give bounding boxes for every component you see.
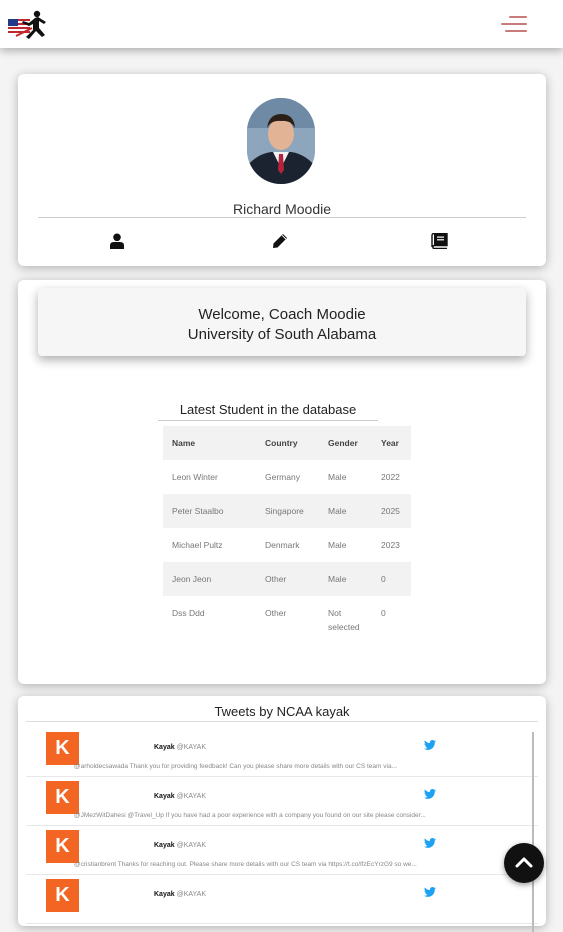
hamburger-icon-bar [505,30,527,32]
table-row [163,460,411,494]
avatar [247,98,315,184]
tweet-text: @cristianbrent Thanks for reaching out. Please share more details with our CS team via https://t.co/lfzEcYrzG9 so we... [74,861,417,868]
student-gender: Male [328,506,347,516]
usa-flag-athlete-logo[interactable] [8,9,48,41]
tweet-handle[interactable]: @KAYAK [176,842,207,849]
column-header-gender: Gender [328,438,358,448]
student-name: Leon Winter [172,472,218,482]
column-header-country: Country [265,438,298,448]
tweet-author-name[interactable]: Kayak [154,842,175,849]
scroll-to-top-button[interactable] [504,843,544,883]
hamburger-icon-bar [501,23,527,25]
welcome-greeting: Welcome, Coach Moodie [198,306,366,323]
student-name: Dss Ddd [172,608,205,618]
university-name: University of South Alabama [187,326,377,343]
twitter-bird-icon[interactable] [424,887,436,897]
profile-card [18,74,546,266]
tweet-handle[interactable]: @KAYAK [176,891,207,898]
kayak-avatar[interactable]: K [46,879,79,912]
tweet-author[interactable] [154,842,206,849]
divider [26,721,538,722]
pencil-icon [272,233,288,249]
student-gender: Male [328,472,347,482]
tweet-author[interactable] [154,744,206,751]
twitter-bird-icon[interactable] [424,740,436,750]
tweet-item[interactable] [26,777,538,826]
student-country: Singapore [265,506,304,516]
tweet-author-name[interactable]: Kayak [154,793,175,800]
student-name: Michael Pultz [172,540,223,550]
student-gender: Male [328,540,347,550]
hamburger-icon [509,16,527,18]
profile-button[interactable] [110,233,126,249]
student-name: Peter Staalbo [172,506,224,516]
tweet-author[interactable] [154,891,206,898]
divider [38,217,526,218]
tweets-scrollbar[interactable] [532,732,534,932]
tweets-title: Tweets by NCAA kayak [214,704,350,719]
profile-name: Richard Moodie [232,201,332,217]
student-year: 2023 [381,540,400,550]
student-year: 2025 [381,506,400,516]
students-table [163,426,411,652]
student-year: 0 [381,574,386,584]
tweet-author-name[interactable]: Kayak [154,891,175,898]
chevron-up-icon [515,855,533,869]
table-row [163,494,411,528]
edit-profile-button[interactable] [272,233,288,249]
student-year: 0 [381,608,386,618]
top-navbar [0,0,563,48]
divider [158,420,378,421]
tweet-item[interactable] [26,728,538,777]
kayak-avatar[interactable]: K [46,781,79,814]
student-country: Other [265,608,287,618]
tweet-text: @JMezWitDahesi @Travel_Up If you have had a poor experience with a company you found on our site please consider... [74,812,426,819]
user-icon [110,233,124,249]
column-header-year: Year [381,438,399,448]
tweet-handle[interactable]: @KAYAK [176,744,207,751]
student-country: Germany [265,472,300,482]
table-header-row [163,426,411,460]
tweet-item[interactable] [26,826,538,875]
twitter-bird-icon[interactable] [424,838,436,848]
student-country: Denmark [265,540,300,550]
kayak-avatar[interactable]: K [46,830,79,863]
column-header-name: Name [172,438,196,448]
tweet-handle[interactable]: @KAYAK [176,793,207,800]
table-row [163,596,411,652]
student-year: 2022 [381,472,400,482]
student-gender: Male [328,574,347,584]
student-gender: Not selected [328,608,360,632]
latest-students-title: Latest Student in the database [179,402,357,417]
tweet-author[interactable] [154,793,206,800]
welcome-banner [38,288,526,356]
dashboard-card [18,280,546,684]
book-button[interactable] [431,233,447,249]
tweets-card [18,696,546,926]
student-name: Jeon Jeon [172,574,212,584]
tweet-text: @arholdecsawada Thank you for providing feedback! Can you please share more details with our CS team via... [74,763,397,770]
hamburger-menu-button[interactable] [501,14,529,34]
twitter-bird-icon[interactable] [424,789,436,799]
book-icon [431,233,448,249]
kayak-avatar[interactable]: K [46,732,79,765]
student-country: Other [265,574,287,584]
table-row [163,528,411,562]
tweet-author-name[interactable]: Kayak [154,744,175,751]
table-row [163,562,411,596]
